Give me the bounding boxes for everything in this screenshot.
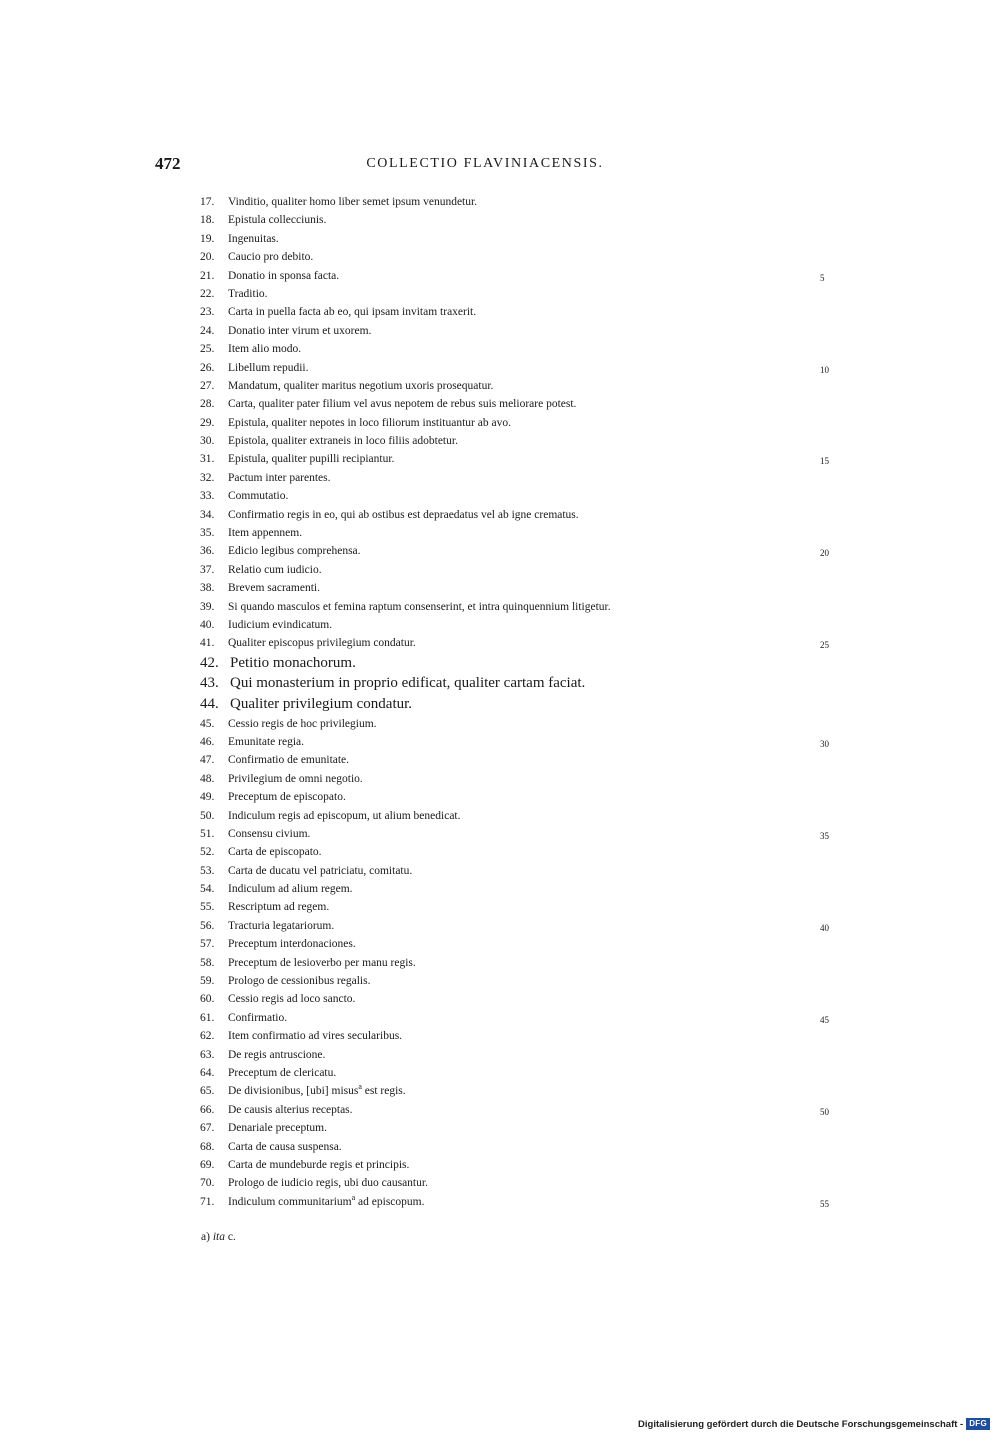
entry-title: Donatio inter virum et uxorem.	[228, 324, 372, 337]
table-of-contents	[200, 193, 840, 1211]
entry-title: Cessio regis de hoc privilegium.	[228, 717, 377, 730]
toc-entry	[200, 807, 840, 825]
entry-number: 40.	[200, 618, 215, 631]
toc-entry	[200, 487, 840, 505]
toc-entry	[200, 1193, 840, 1211]
entry-number: 60.	[200, 993, 215, 1006]
entry-title: De regis antruscione.	[228, 1048, 326, 1061]
entry-number: 21.	[200, 269, 215, 282]
entry-number: 36.	[200, 545, 215, 558]
entry-title: Epistula, qualiter nepotes in loco filiorum instituantur ab avo.	[228, 416, 511, 429]
toc-entry	[200, 935, 840, 953]
entry-title: De divisionibus, [ubi] misus	[228, 1085, 359, 1098]
entry-title: Vinditio, qualiter homo liber semet ipsum venundetur.	[228, 196, 478, 208]
footnote	[201, 1231, 236, 1243]
footnote-mark: a)	[201, 1231, 210, 1243]
toc-entry	[200, 1027, 840, 1045]
toc-entry	[200, 395, 840, 413]
entry-title: Carta, qualiter pater filium vel avus nepotem de rebus suis meliorare potest.	[228, 398, 577, 411]
entry-number: 46.	[200, 735, 215, 748]
entry-title: Confirmatio regis in eo, qui ab ostibus est depraedatus vel ab igne crematus.	[228, 508, 579, 521]
entry-number: 30.	[200, 435, 215, 448]
toc-entry	[200, 414, 840, 432]
line-number-marker: 50	[820, 1106, 829, 1117]
entry-title: Rescriptum ad regem.	[228, 901, 330, 914]
entry-title: Carta de causa suspensa.	[228, 1140, 342, 1153]
entry-title: Carta in puella facta ab eo, qui ipsam invitam traxerit.	[228, 306, 477, 319]
entry-number: 23.	[200, 306, 215, 319]
entry-number: 37.	[200, 563, 215, 576]
entry-title: Pactum inter parentes.	[228, 471, 331, 484]
toc-entry	[200, 616, 840, 634]
toc-entry	[200, 450, 840, 468]
line-number-marker: 10	[820, 364, 829, 375]
entry-title: Mandatum, qualiter maritus negotium uxoris prosequatur.	[228, 379, 494, 392]
entry-title: Item alio modo.	[228, 343, 302, 356]
entry-title: Confirmatio de emunitate.	[228, 754, 350, 767]
entry-title: Carta de mundeburde regis et principis.	[228, 1158, 410, 1171]
toc-entry	[200, 634, 840, 652]
toc-entry	[200, 715, 840, 733]
entry-number: 43.	[200, 675, 219, 692]
entry-number: 58.	[200, 956, 215, 969]
line-number-marker: 45	[820, 1014, 829, 1025]
entry-number: 64.	[200, 1066, 215, 1079]
toc-entry	[200, 1009, 840, 1027]
toc-entry	[200, 917, 840, 935]
entry-title: Indiculum regis ad episcopum, ut alium benedicat.	[228, 809, 461, 822]
entry-number: 55.	[200, 901, 215, 914]
toc-entry	[200, 506, 840, 524]
entry-number: 47.	[200, 754, 215, 767]
entry-title: Iudicium evindicatum.	[228, 618, 333, 631]
toc-entry	[200, 359, 840, 377]
toc-entry	[200, 1174, 840, 1192]
entry-number: 17.	[200, 196, 215, 208]
entry-title: Preceptum de clericatu.	[228, 1066, 337, 1079]
dfg-logo: DFG	[966, 1418, 990, 1430]
entry-number: 49.	[200, 791, 215, 804]
toc-entry	[200, 340, 840, 358]
line-number-marker: 35	[820, 830, 829, 841]
entry-number: 48.	[200, 772, 215, 785]
entry-number: 25.	[200, 343, 215, 356]
toc-entry	[200, 211, 840, 229]
entry-title: Traditio.	[228, 287, 268, 300]
footnote-reference: a	[358, 1082, 362, 1092]
entry-title: Qualiter episcopus privilegium condatur.	[228, 637, 416, 650]
toc-entry	[200, 598, 840, 616]
entry-number: 57.	[200, 938, 215, 951]
entry-title: Carta de ducatu vel patriciatu, comitatu.	[228, 864, 413, 877]
toc-entry	[200, 1101, 840, 1119]
entry-number: 41.	[200, 637, 215, 650]
entry-number: 65.	[200, 1085, 215, 1098]
toc-entry	[200, 1119, 840, 1137]
entry-title-continued: ad episcopum.	[355, 1195, 425, 1208]
entry-title: Carta de episcopato.	[228, 846, 322, 859]
entry-number: 45.	[200, 717, 215, 730]
toc-entry	[200, 843, 840, 861]
entry-number: 31.	[200, 453, 215, 466]
toc-entry	[200, 880, 840, 898]
toc-entry	[200, 825, 840, 843]
entry-title: Indiculum ad alium regem.	[228, 883, 353, 896]
entry-number: 39.	[200, 600, 215, 613]
toc-entry	[200, 542, 840, 560]
entry-title: Prologo de iudicio regis, ubi duo causantur.	[228, 1177, 428, 1190]
entry-title: Emunitate regia.	[228, 735, 304, 748]
toc-entry	[200, 561, 840, 579]
entry-title: Denariale preceptum.	[228, 1122, 327, 1135]
footnote-reference: a	[351, 1192, 356, 1202]
toc-entry	[200, 673, 840, 694]
toc-entry	[200, 954, 840, 972]
toc-entry	[200, 322, 840, 340]
entry-title: Caucio pro debito.	[228, 251, 314, 264]
entry-number: 53.	[200, 864, 215, 877]
toc-entry	[200, 432, 840, 450]
toc-entry	[200, 694, 840, 715]
entry-number: 54.	[200, 883, 215, 896]
toc-entry	[200, 303, 840, 321]
footnote-tail: c.	[227, 1231, 236, 1243]
toc-entry	[200, 248, 840, 266]
entry-title: Commutatio.	[228, 490, 289, 503]
toc-entry	[200, 733, 840, 751]
entry-title: Donatio in sponsa facta.	[228, 269, 340, 282]
toc-entry	[200, 862, 840, 880]
entry-title: Epistula, qualiter pupilli recipiantur.	[228, 453, 395, 466]
toc-entry	[200, 653, 840, 674]
line-number-marker: 15	[820, 456, 829, 467]
toc-entry	[200, 285, 840, 303]
toc-entry	[200, 1082, 840, 1100]
entry-number: 70.	[200, 1177, 215, 1190]
entry-title: Relatio cum iudicio.	[228, 563, 322, 576]
entry-title: Epistula collecciunis.	[228, 214, 327, 227]
line-number-marker: 25	[820, 640, 829, 651]
entry-number: 66.	[200, 1103, 215, 1116]
entry-number: 52.	[200, 846, 215, 859]
entry-number: 29.	[200, 416, 215, 429]
entry-number: 35.	[200, 527, 215, 540]
toc-entry	[200, 1064, 840, 1082]
entry-number: 51.	[200, 827, 215, 840]
entry-number: 71.	[200, 1195, 215, 1208]
entry-title: Tracturia legatariorum.	[228, 919, 335, 932]
entry-number: 34.	[200, 508, 215, 521]
entry-title: Indiculum communitarium	[228, 1195, 352, 1208]
page-number: 472	[155, 154, 181, 173]
toc-entry	[200, 1138, 840, 1156]
entry-number: 19.	[200, 232, 215, 245]
entry-number: 27.	[200, 379, 215, 392]
entry-number: 69.	[200, 1158, 215, 1171]
entry-number: 24.	[200, 324, 215, 337]
entry-title: Qui monasterium in proprio edificat, qualiter cartam faciat.	[230, 675, 586, 692]
entry-title: Confirmatio.	[228, 1011, 288, 1024]
entry-title: Preceptum de lesioverbo per manu regis.	[228, 956, 416, 969]
entry-number: 22.	[200, 287, 215, 300]
line-number-marker: 20	[820, 548, 829, 559]
toc-entry	[200, 990, 840, 1008]
entry-number: 63.	[200, 1048, 215, 1061]
entry-title: Si quando masculos et femina raptum consenserint, et intra quinquennium litigetur.	[228, 600, 611, 613]
toc-entry	[200, 230, 840, 248]
entry-number: 42.	[200, 654, 219, 671]
toc-entry	[200, 1156, 840, 1174]
entry-title: Consensu civium.	[228, 827, 311, 840]
toc-entry	[200, 579, 840, 597]
toc-entry	[200, 1046, 840, 1064]
entry-title: Preceptum interdonaciones.	[228, 938, 356, 951]
entry-number: 20.	[200, 251, 215, 264]
entry-number: 68.	[200, 1140, 215, 1153]
entry-title-continued: est regis.	[361, 1085, 406, 1098]
entry-title: Privilegium de omni negotio.	[228, 772, 363, 785]
toc-entry	[200, 788, 840, 806]
toc-entry	[200, 751, 840, 769]
entry-number: 62.	[200, 1030, 215, 1043]
entry-title: Prologo de cessionibus regalis.	[228, 975, 371, 988]
entry-title: Qualiter privilegium condatur.	[230, 695, 413, 712]
entry-number: 38.	[200, 582, 215, 595]
entry-number: 44.	[200, 695, 219, 712]
entry-title: Brevem sacramenti.	[228, 582, 320, 595]
entry-title: Epistola, qualiter extraneis in loco filiis adobtetur.	[228, 435, 458, 448]
toc-entry	[200, 972, 840, 990]
entry-number: 61.	[200, 1011, 215, 1024]
entry-number: 32.	[200, 471, 215, 484]
entry-number: 67.	[200, 1122, 215, 1135]
digitization-credit	[638, 1418, 990, 1430]
toc-entry	[200, 770, 840, 788]
footnote-text: ita	[212, 1231, 225, 1243]
running-head: COLLECTIO FLAVINIACENSIS.	[366, 156, 604, 171]
toc-entry	[200, 193, 840, 211]
toc-entry	[200, 377, 840, 395]
toc-entry	[200, 524, 840, 542]
credit-text: Digitalisierung gefördert durch die Deutsche Forschungsgemeinschaft -	[638, 1418, 964, 1430]
entry-number: 50.	[200, 809, 215, 822]
toc-entry	[200, 267, 840, 285]
entry-number: 18.	[200, 214, 215, 227]
entry-title: Libellum repudii.	[228, 361, 309, 374]
entry-title: Item appennem.	[228, 527, 303, 540]
line-number-marker: 5	[820, 272, 825, 283]
entry-number: 26.	[200, 361, 215, 374]
toc-entry	[200, 898, 840, 916]
entry-title: Item confirmatio ad vires secularibus.	[228, 1030, 403, 1043]
entry-title: Edicio legibus comprehensa.	[228, 545, 361, 558]
line-number-marker: 40	[820, 922, 829, 933]
line-number-marker: 55	[820, 1198, 829, 1209]
entry-title: Ingenuitas.	[228, 232, 279, 245]
entry-number: 56.	[200, 919, 215, 932]
entry-number: 59.	[200, 975, 215, 988]
line-number-marker: 30	[820, 738, 829, 749]
entry-number: 28.	[200, 398, 215, 411]
entry-title: Preceptum de episcopato.	[228, 791, 346, 804]
entry-title: Cessio regis ad loco sancto.	[228, 993, 356, 1006]
toc-entry	[200, 469, 840, 487]
entry-number: 33.	[200, 490, 215, 503]
entry-title: Petitio monachorum.	[230, 654, 356, 671]
entry-title: De causis alterius receptas.	[228, 1103, 353, 1116]
